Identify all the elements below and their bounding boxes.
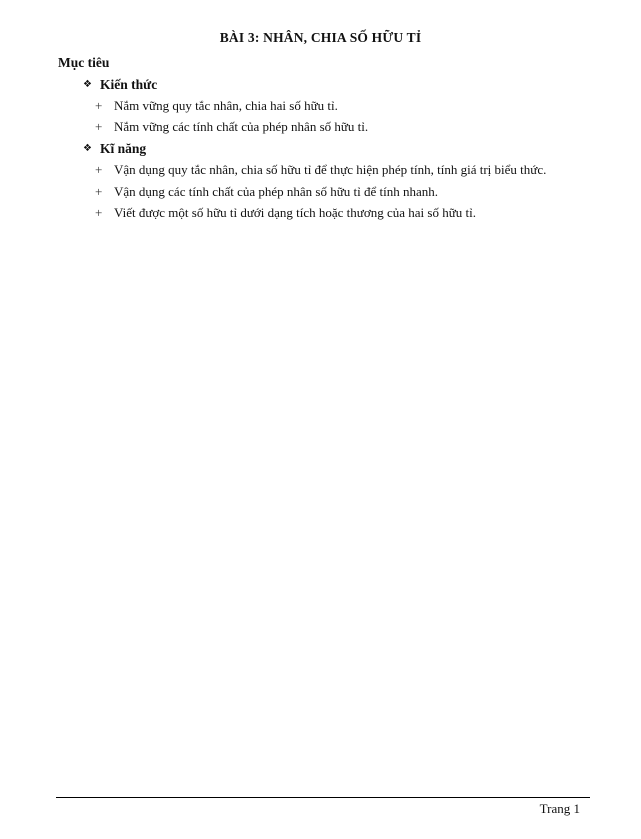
page-title: BÀI 3: NHÂN, CHIA SỐ HỮU TỈ [219,30,422,45]
objective-text: Nắm vững các tính chất của phép nhân số hữu tỉ. [114,119,369,135]
diamond-bullet-icon: ❖ [83,142,92,154]
objective-text: Vận dụng các tính chất của phép nhân số hữu tỉ để tính nhanh. [114,183,439,199]
plus-marker: + [95,183,103,199]
subsection-label: Kĩ năng [100,140,147,156]
objectives-heading: Mục tiêu [58,55,110,70]
plus-marker: + [95,98,103,114]
objective-item [0,160,641,181]
plus-marker: + [95,205,103,221]
objective-item [0,117,641,138]
diamond-bullet-icon: ❖ [83,78,92,90]
objective-item [0,95,641,116]
page-number: Trang 1 [539,801,580,816]
plus-marker: + [95,119,103,135]
subsection-ki-nang [0,138,641,159]
subsection-kien-thuc [0,74,641,95]
objective-text: Vận dụng quy tắc nhân, chia số hữu tỉ để thực hiện phép tính, tính giá trị biểu thức. [114,162,547,178]
objective-text: Viết được một số hữu tỉ dưới dạng tích hoặc thương của hai số hữu tỉ. [114,205,476,221]
objective-item [0,202,641,223]
subsection-label: Kiến thức [100,76,158,92]
objective-text: Nắm vững quy tắc nhân, chia hai số hữu tỉ. [114,98,338,114]
plus-marker: + [95,162,103,178]
footer-rule [56,797,590,817]
objectives-list [0,74,641,224]
objective-item [0,181,641,202]
